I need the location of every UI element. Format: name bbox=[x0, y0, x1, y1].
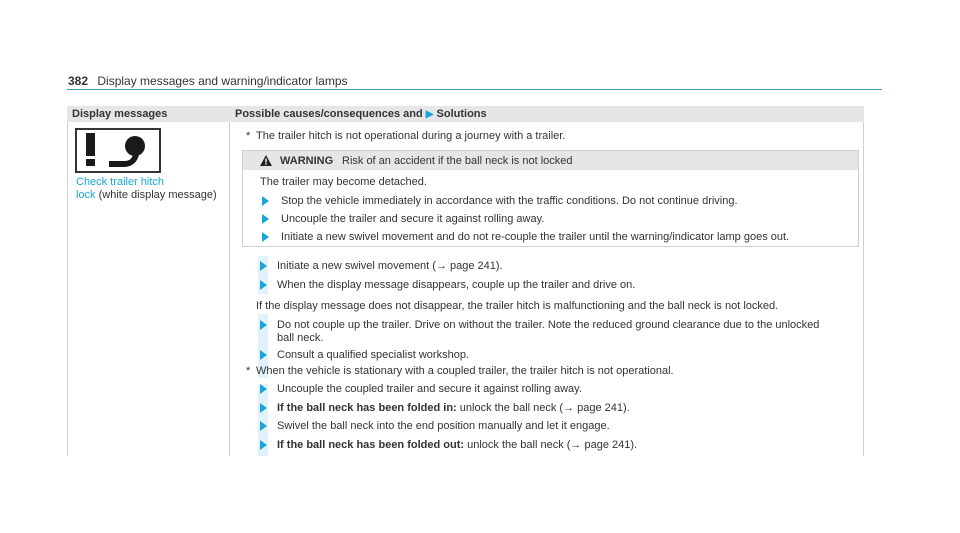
trailer-hitch-icon bbox=[75, 128, 161, 173]
warning-step: Stop the vehicle immediately in accordance with the traffic conditions. Do not continue driving. bbox=[281, 195, 738, 207]
step-do-not-couple-cont: ball neck. bbox=[277, 332, 324, 344]
header-divider bbox=[67, 89, 882, 90]
display-messages-table bbox=[67, 106, 865, 456]
step-do-not-couple: Do not couple up the trailer. Drive on without the trailer. Note the reduced ground clearance due to the unlocked bbox=[277, 319, 820, 331]
step-consult: Consult a qualified specialist workshop. bbox=[277, 349, 469, 361]
warning-step: Initiate a new swivel movement and do not re-couple the trailer until the warning/indicator lamp goes out. bbox=[281, 231, 790, 243]
step-initiate: Initiate a new swivel movement (→ page 241). bbox=[277, 260, 503, 272]
bullet-icon bbox=[260, 280, 267, 290]
warning-body: The trailer may become detached. bbox=[260, 176, 427, 188]
page-header bbox=[68, 74, 348, 88]
bullet-icon bbox=[260, 421, 267, 431]
column-divider bbox=[229, 106, 230, 456]
step-folded-in: If the ball neck has been folded in: unlock the ball neck (→ page 241). bbox=[277, 402, 630, 414]
footnote-star: * bbox=[246, 130, 251, 142]
bullet-icon bbox=[262, 196, 269, 206]
warning-header bbox=[243, 151, 858, 170]
bullet-icon bbox=[262, 214, 269, 224]
bullet-icon bbox=[260, 384, 267, 394]
header-title: Display messages and warning/indicator lamps bbox=[97, 74, 348, 88]
table-right-border bbox=[863, 106, 864, 456]
col-header-display-messages: Display messages bbox=[72, 108, 168, 120]
step-uncouple-coupled: Uncouple the coupled trailer and secure it against rolling away. bbox=[277, 383, 582, 395]
warning-box bbox=[242, 150, 859, 247]
table-header bbox=[67, 106, 864, 122]
message-suffix: (white display message) bbox=[98, 189, 217, 201]
bullet-icon bbox=[262, 232, 269, 242]
table-left-border bbox=[67, 106, 68, 456]
bullet-icon bbox=[260, 440, 267, 450]
cause-1-text: The trailer hitch is not operational during a journey with a trailer. bbox=[256, 130, 566, 142]
page-number: 382 bbox=[68, 74, 89, 88]
message-title-part1: Check trailer hitch bbox=[76, 176, 165, 188]
step-when-disappears: When the display message disappears, couple up the trailer and drive on. bbox=[277, 279, 636, 291]
footnote-star: * bbox=[246, 365, 251, 377]
bullet-icon bbox=[260, 261, 267, 271]
solutions-arrow-icon: ▶ bbox=[425, 109, 434, 120]
col-header-causes: Possible causes/consequences and ▶ Solutions bbox=[235, 108, 487, 120]
warning-triangle-icon bbox=[260, 155, 272, 166]
warning-label: WARNING bbox=[280, 155, 334, 167]
cause-2-text: When the vehicle is stationary with a coupled trailer, the trailer hitch is not operational. bbox=[256, 365, 674, 377]
bullet-icon bbox=[260, 403, 267, 413]
bullet-icon bbox=[260, 320, 267, 330]
step-folded-out: If the ball neck has been folded out: unlock the ball neck (→ page 241). bbox=[277, 439, 638, 451]
warning-title: Risk of an accident if the ball neck is not locked bbox=[342, 155, 573, 167]
warning-step: Uncouple the trailer and secure it against rolling away. bbox=[281, 213, 545, 225]
if-not-disappear-text: If the display message does not disappear, the trailer hitch is malfunctioning and the ball neck is not locked. bbox=[256, 300, 779, 312]
bullet-icon bbox=[260, 350, 267, 360]
step-swivel: Swivel the ball neck into the end position manually and let it engage. bbox=[277, 420, 610, 432]
message-title-part2: lock bbox=[76, 189, 96, 201]
message-title bbox=[76, 176, 226, 202]
